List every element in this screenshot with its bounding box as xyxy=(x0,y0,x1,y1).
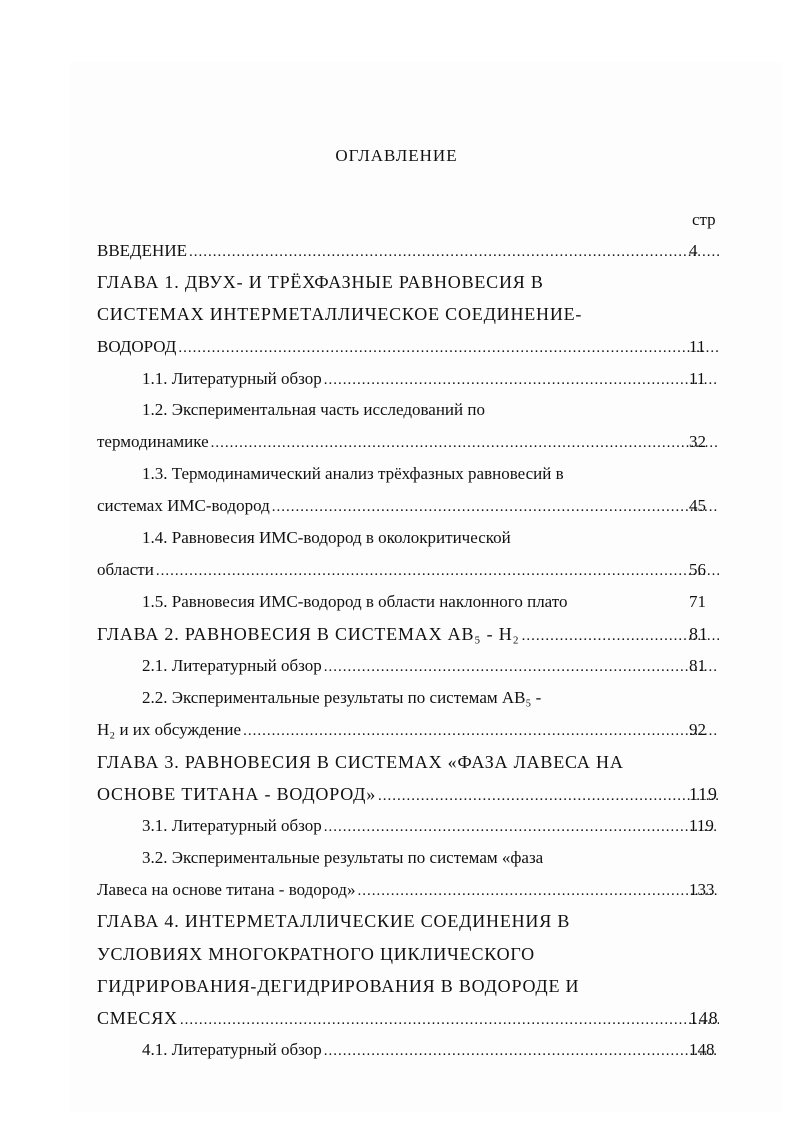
toc-chapter-heading: ГЛАВА 4. ИНТЕРМЕТАЛЛИЧЕСКИЕ СОЕДИНЕНИЯ В xyxy=(97,911,571,931)
page-column-label: стр xyxy=(692,210,716,229)
toc-chapter-heading: СМЕСЯХ ..... 148 xyxy=(97,1008,723,1034)
toc-entry: системах ИМС-водород ..... 45 xyxy=(97,496,723,522)
toc-title: ОГЛАВЛЕНИЕ xyxy=(335,146,458,165)
toc-entry: области ..... 56 xyxy=(97,560,723,586)
toc-entry: 3.2. Экспериментальные результаты по системам «фаза xyxy=(142,848,544,867)
toc-entry: 2.1. Литературный обзор ..... 81 xyxy=(142,656,723,682)
toc-entry: 2.2. Экспериментальные результаты по системам AB₅ - xyxy=(142,688,542,707)
toc-entry: ВОДОРОД ..... 11 xyxy=(97,337,723,363)
toc-entry: 1.5. Равновесия ИМС-водород в области наклонного плато 71 xyxy=(142,592,706,611)
toc-entry: 1.2. Экспериментальная часть исследований по xyxy=(142,400,485,419)
toc-chapter-heading: СИСТЕМАХ ИНТЕРМЕТАЛЛИЧЕСКОЕ СОЕДИНЕНИЕ- xyxy=(97,304,583,324)
toc-entry: 1.1. Литературный обзор ..... 11 xyxy=(142,369,723,395)
toc-entry: термодинамике ..... 32 xyxy=(97,432,723,458)
toc-entry: H₂ и их обсуждение ..... 92 xyxy=(97,720,723,746)
toc-entry: ВВЕДЕНИЕ ..... 4 xyxy=(97,241,723,267)
toc-entry: 3.1. Литературный обзор ..... 119 xyxy=(142,816,723,842)
toc-entry: Лавеса на основе титана - водород» ..... 133 xyxy=(97,880,723,906)
toc-chapter-heading: ГЛАВА 1. ДВУХ- И ТРЁХФАЗНЫЕ РАВНОВЕСИЯ В xyxy=(97,272,544,292)
toc-entry: 4.1. Литературный обзор ..... 148 xyxy=(142,1040,723,1066)
toc-entry: 1.4. Равновесия ИМС-водород в околокритической xyxy=(142,528,511,547)
toc-chapter-heading: ГЛАВА 3. РАВНОВЕСИЯ В СИСТЕМАХ «ФАЗА ЛАВЕСА НА xyxy=(97,752,624,772)
toc-chapter-heading: ОСНОВЕ ТИТАНА - ВОДОРОД» ..... 119 xyxy=(97,784,723,810)
toc-chapter-heading: УСЛОВИЯХ МНОГОКРАТНОГО ЦИКЛИЧЕСКОГО xyxy=(97,944,535,964)
toc-entry: 1.3. Термодинамический анализ трёхфазных равновесий в xyxy=(142,464,564,483)
toc-chapter-heading: ГИДРИРОВАНИЯ-ДЕГИДРИРОВАНИЯ В ВОДОРОДЕ И xyxy=(97,976,580,996)
toc-chapter-heading: ГЛАВА 2. РАВНОВЕСИЯ В СИСТЕМАХ AB₅ - H₂ ..... 81 xyxy=(97,624,723,650)
